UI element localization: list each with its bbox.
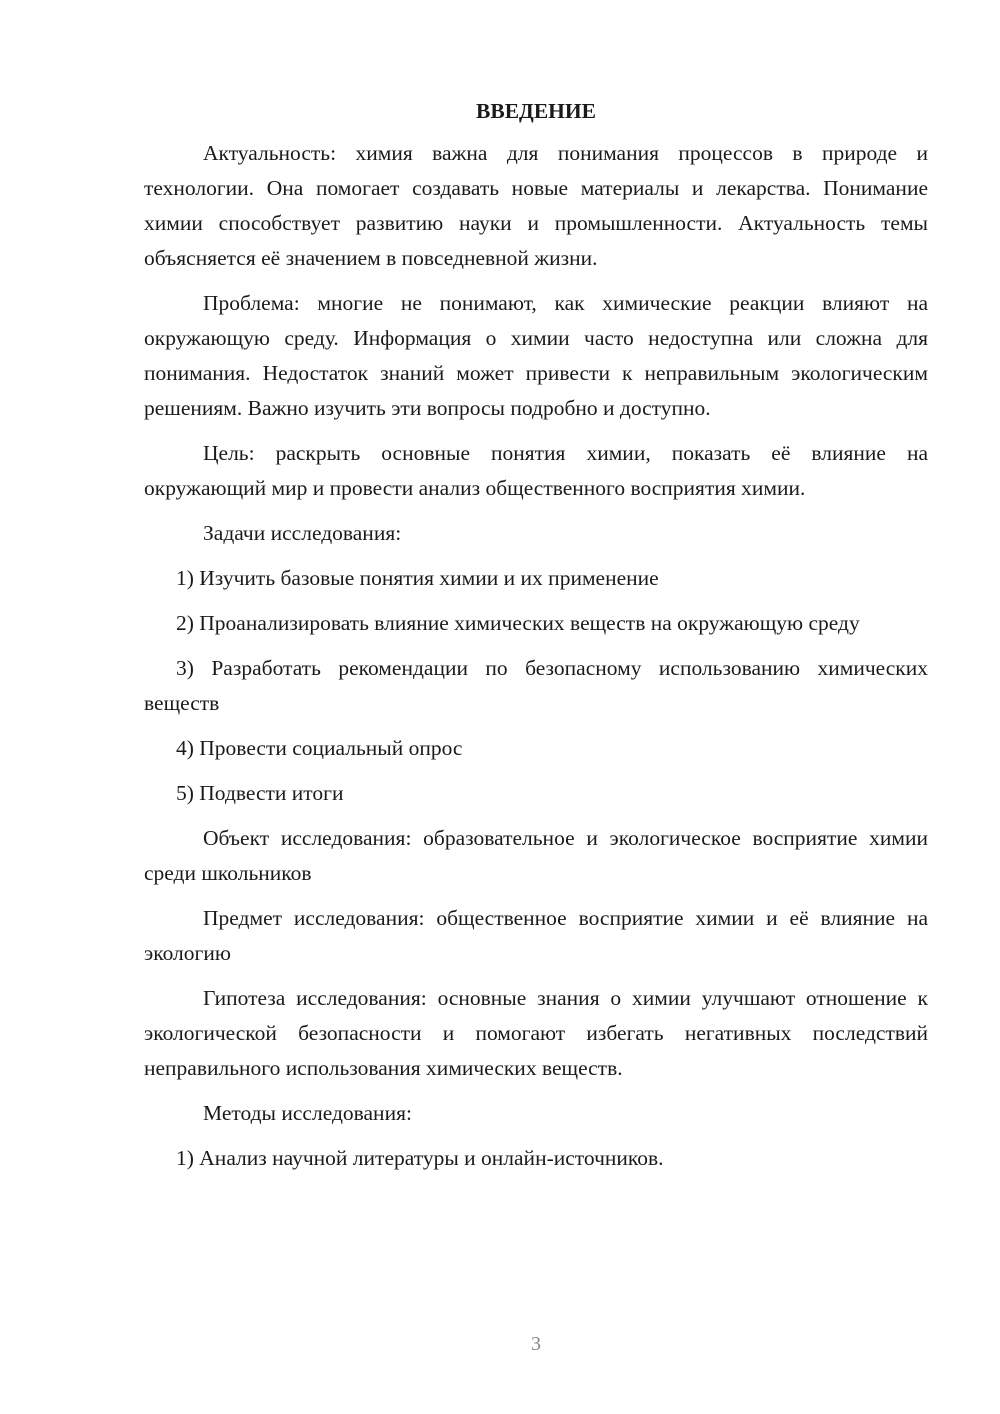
section-heading: ВВЕДЕНИЕ — [476, 99, 596, 123]
page-number: 3 — [531, 1333, 541, 1355]
relevance-paragraph: Актуальность: химия важна для понимания процессов в природе и технологии. Она помогает создавать новые материалы и лекарства. Понимание химии способствует развитию науки и промышленности. Актуальность темы объясняется её значением в повседневной жизни. — [144, 141, 928, 270]
method-item-1: 1) Анализ научной литературы и онлайн-источников. — [176, 1146, 664, 1170]
problem-paragraph: Проблема: многие не понимают, как химические реакции влияют на окружающую среду. Информация о химии часто недоступна или сложна для понимания. Недостаток знаний может привести к неправильным экологическим решениям. Важно изучить эти вопросы подробно и доступно. — [144, 291, 928, 420]
object-paragraph: Объект исследования: образовательное и экологическое восприятие химии среди школьников — [144, 826, 928, 885]
subject-paragraph: Предмет исследования: общественное восприятие химии и её влияние на экологию — [144, 906, 928, 965]
goal-paragraph: Цель: раскрыть основные понятия химии, показать её влияние на окружающий мир и провести анализ общественного восприятия химии. — [144, 441, 928, 500]
task-item-2: 2) Проанализировать влияние химических веществ на окружающую среду — [176, 611, 860, 635]
hypothesis-paragraph: Гипотеза исследования: основные знания о химии улучшают отношение к экологической безопасности и помогают избегать негативных последствий неправильного использования химических веществ. — [144, 986, 928, 1080]
task-item-5: 5) Подвести итоги — [176, 781, 344, 805]
methods-title: Методы исследования: — [203, 1101, 412, 1125]
task-item-1: 1) Изучить базовые понятия химии и их применение — [176, 566, 659, 590]
page-body — [144, 96, 928, 1186]
task-item-3: 3) Разработать рекомендации по безопасному использованию химических веществ — [144, 656, 928, 715]
task-item-4: 4) Провести социальный опрос — [176, 736, 463, 760]
tasks-title: Задачи исследования: — [203, 521, 402, 545]
